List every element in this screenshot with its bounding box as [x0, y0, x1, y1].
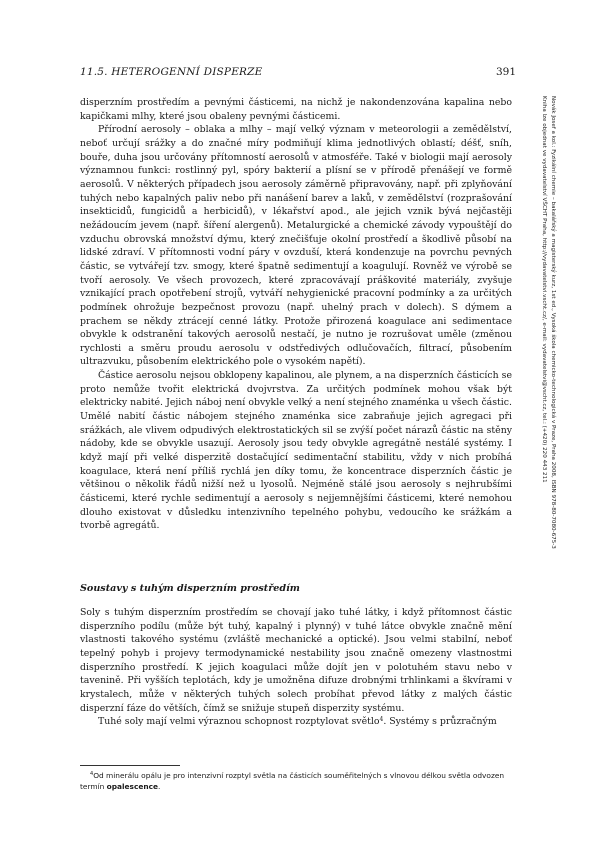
paragraph: disperzním prostředím a pevnými částicemi, na nichž je nakondenzována kapalina nebo kapičkami mlhy, které jsou obaleny pevnými částicemi.	[80, 97, 512, 122]
footnote-text: Od minerálu opálu je pro intenzivní rozptyl světla na částicích souměřitelných s vlnovou délkou světla odvozen termín	[80, 771, 505, 791]
footnote-term: opalescence	[106, 782, 158, 791]
footnote	[80, 770, 512, 792]
page-number: 391	[495, 66, 516, 78]
footnote-divider	[80, 765, 180, 766]
footnote-reference[interactable]: 4	[379, 716, 384, 724]
citation-line-2: Kniha lze objednat ve vydavatelství VŠCHT Praha, http://vydavatelstvi.vscht.cz/, e-mail: vydavatelstvi@vscht.cz, tel.: (+420) 220 443 211	[541, 96, 547, 483]
paragraph: Soly s tuhým disperzním prostředím se chovají jako tuhé látky, i když přítomnost částic disperzního podílu (může být tuhý, kapalný i plynný) v tuhé látce obvykle značně mění vlastnosti takového systému (zvláště mechanické a optické). Jsou velmi stabilní, neboť tepelný pohyb i projevy termodynamické nestability jsou značně omezeny vlastnostmi disperzního prostředí. K jejich koagulaci může dojít jen v polotuhém stavu nebo v tavenině. Při vyšších teplotách, kdy je umožněna difuze drobnými trhlinkami a škvírami v krystalech, může v některých tuhých solech probíhat převod látky z malých částic disperzní fáze do větších, čímž se snižuje stupeň disperzity systému.	[80, 607, 512, 714]
footnote-text: .	[158, 782, 161, 791]
section-text	[80, 606, 512, 729]
running-header	[80, 66, 516, 80]
paragraph: Částice aerosolu nejsou obklopeny kapalinou, ale plynem, a na disperzních částicích se proto nemůže tvořit elektrická dvojvrstva. Za určitých podmínek mohou však být elektricky nabité. Jejich náboj není obvykle velký a není stejného znaménka u všech částic. Umělé nabití částic nábojem stejného znaménka sice zabraňuje jejich agregaci při srážkách, ale vlivem odpudivých elektrostatických sil se zvýší počet nárazů částic na stěny nádoby, kde se obvykle usazují. Aerosoly jsou tedy obvykle agregátně nestálé systémy. I když mají při velké disperzitě dostačující sedimentační stabilitu, vždy v nich probíhá koagulace, která není příliš rychlá jen díky tomu, že koncentrace disperzních částic je většinou o několik řádů nižší než u lyosolů. Nejméně stálé jsou aerosoly s nejhrubšími částicemi, které rychle sedimentují a aerosoly s nejjemnějšími částicemi, které nemohou dlouho existovat v důsledku intenzivního tepelného pohybu, vedoucího ke srážkám a tvorbě agregátů.	[80, 370, 512, 532]
paragraph: Přírodní aerosoly – oblaka a mlhy – mají velký význam v meteorologii a zemědělství, neboť určují srážky a do značné míry podmiňují klima jednotlivých oblastí; déšť, sníh, bouře, duha jsou určovány přítomností aerosolů v atmosféře. Také v biologii mají aerosoly významnou funkci: rostlinný pyl, spóry bakterií a plísní se v přírodě přenášejí ve formě aerosolů. V některých případech jsou aerosoly záměrně připravovány, např. při zplyňování tuhých nebo kapalných paliv nebo při nanášení barev a laků, v zemědělství (rozprašování insekticidů, fungicidů a herbicidů), v lékařství apod., ale jejich vznik bývá nejčastěji nežádoucím jevem (např. šíření alergenů). Metalurgické a chemické závody vypouštějí do vzduchu obrovská množství dýmu, který znečišťuje okolní prostředí a škodlivě působí na lidské zdraví. V přítomnosti vodní páry v ovzduší, která kondenzuje na povrchu pevných částic, se vytvářejí tzv. smogy, které špatně sedimentují a koagulují. Rovněž ve výrobě se tvoří aerosoly. Ve všech provozech, které zpracovávají práškovité materiály, zvyšuje vznikající prach opotřebení strojů, vytváří nehygienické pracovní podmínky a za určitých podmínek ohrožuje bezpečnost provozu (např. uhelný prach v dolech). S dýmem a prachem se někdy ztrácejí cenné látky. Protože přirozená koagulace ani sedimentace obvykle k odstranění takových aerosolů nestačí, je nutno je rozrušovat uměle (změnou rychlosti a směru proudu aerosolu v odstředivých odlučovačích, filtrací, působením ultrazvuku, působením elektrického pole o vysokém napětí).	[80, 124, 512, 368]
main-text	[80, 96, 512, 533]
citation-line-1: Novák Josef a kol.: Fyzikální chemie – bakalářský a magisterský kurz, 1st ed., Vysoká škola chemicko-technologická v Praze, Praha 2008, ISBN 978-80-7080-675-3	[550, 96, 556, 549]
paragraph	[80, 715, 512, 729]
paragraph-text: . Systémy s průzračným	[383, 716, 497, 728]
chapter-title: 11.5. HETEROGENNÍ DISPERZE	[80, 66, 263, 78]
paragraph-text: Tuhé soly mají velmi výraznou schopnost rozptylovat světlo	[98, 716, 380, 728]
footnote-mark: 4	[90, 771, 94, 777]
sidebar-citation	[533, 96, 557, 696]
section-heading: Soustavy s tuhým disperzním prostředím	[80, 583, 300, 594]
